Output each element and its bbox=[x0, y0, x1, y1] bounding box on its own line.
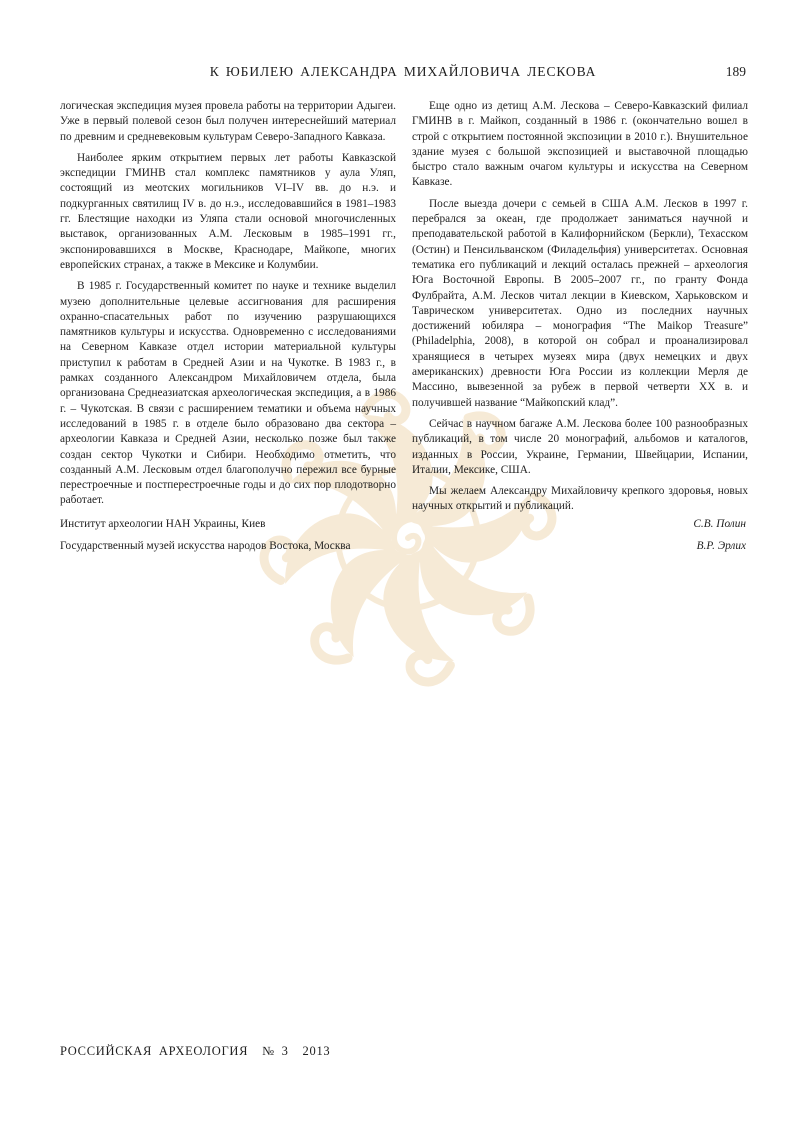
paragraph: В 1985 г. Государственный комитет по науке и технике выделил музею дополнительные целевые ассигнования для расширения охранно-спасательных работ по изучению разрушающихся памятников культуры и искусства. Одновременно с исследованиями на Северном Кавказе отдел истории материальной культуры приступил к работам в Средней Азии и на Чукотке. В 1983 г., в рамках созданного Александром Михайловичем отдела, была организована Среднеазиатская археологическая экспедиция, а в 1986 г. – Чукотская. В связи с расширением тематики и объема научных исследований в 1985 г. в отделе было образовано два сектора – археологии Кавказа и Средней Азии, несколько позже был также создан сектор Чукотки и Сибири. Необходимо отметить, что созданный А.М. Лесковым отдел благополучно пережил все бурные перестроечные и постперестроечные годы и до сих пор плодотворно работает. bbox=[60, 280, 396, 507]
paragraph: Еще одно из детищ А.М. Лескова – Северо-Кавказский филиал ГМИНВ в г. Майкоп, созданный в 1986 г. (окончательно вошел в строй с открытием постоянной экспозиции в 2010 г.). Внушительное здание музея с большой экспозицией и выставочной площадью быстро стало важным очагом культуры и искусства на Северном Кавказе. bbox=[412, 100, 748, 189]
running-footer bbox=[60, 1044, 344, 1059]
paragraph: Мы желаем Александру Михайловичу крепкого здоровья, новых научных открытий и публикаций. bbox=[412, 485, 748, 513]
publication-year: 2013 bbox=[302, 1044, 331, 1058]
signature-author: В.Р. Эрлих bbox=[696, 540, 746, 552]
signature-author: С.В. Полин bbox=[693, 518, 746, 530]
running-header-title: К ЮБИЛЕЮ АЛЕКСАНДРА МИХАЙЛОВИЧА ЛЕСКОВА bbox=[209, 64, 597, 79]
paragraph: Сейчас в научном багаже А.М. Лескова более 100 разнообразных публикаций, в том числе 20 монографий, альбомов и каталогов, изданных в России, Украине, Германии, Швейцарии, Испании, Италии, Мексике, США. bbox=[412, 417, 748, 476]
left-column bbox=[60, 99, 396, 515]
signature-organization: Государственный музей искусства народов Востока, Москва bbox=[60, 540, 351, 552]
issue-number: № 3 bbox=[262, 1044, 289, 1058]
signature-organization: Институт археологии НАН Украины, Киев bbox=[60, 518, 266, 530]
paragraph: После выезда дочери с семьей в США А.М. Лесков в 1997 г. перебрался за океан, где продолжает заниматься научной и преподавательской работой в Калифорнийском (Беркли), Техасском (Остин) и Пенсильванском (Филадельфия) университетах. Основная тематика его публикаций и лекций осталась прежней – археология Юга Восточной Европы. В 2005–2007 гг., по гранту Фонда Фулбрайта, А.М. Лесков читал лекции в Киевском, Харьковском и Таврическом университетах. Одно из последних научных достижений юбиляра – монография “The Maikop Treasure” (Philadelphia, 2008), в которой он собрал и проанализировал хранящиеся в четырех музеях мира (двух немецких и двух американских) древности Юга России из коллекции Мерля де Массино, вывезенной за рубеж в первой четверти XX в. и получившей название “Майкопский клад”. bbox=[412, 197, 748, 409]
paragraph: Наиболее ярким открытием первых лет работы Кавказской экспедиции ГМИНВ стал комплекс памятников у аула Уляп, состоящий из меотских могильников VI–IV вв. до н.э. и подкурганных святилищ IV в. до н.э., исследовавшийся в 1981–1983 гг. Блестящие находки из Уляпа стали основой многочисленных выставок, организованных А.М. Лесковым в 1985–1991 гг., экспонировавшихся в Москве, Краснодаре, Майкопе, многих европейских странах, а также в Мексике и Колумбии. bbox=[60, 151, 396, 271]
paragraph: логическая экспедиция музея провела работы на территории Адыгеи. Уже в первый полевой сезон был получен интереснейший материал по древним и средневековым культурам Северо-Западного Кавказа. bbox=[60, 100, 396, 143]
running-header bbox=[60, 64, 746, 82]
journal-name: РОССИЙСКАЯ АРХЕОЛОГИЯ bbox=[60, 1044, 249, 1058]
signature-line bbox=[60, 540, 746, 556]
page-number: 189 bbox=[725, 64, 746, 79]
right-column bbox=[412, 99, 748, 521]
signature-line bbox=[60, 518, 746, 534]
